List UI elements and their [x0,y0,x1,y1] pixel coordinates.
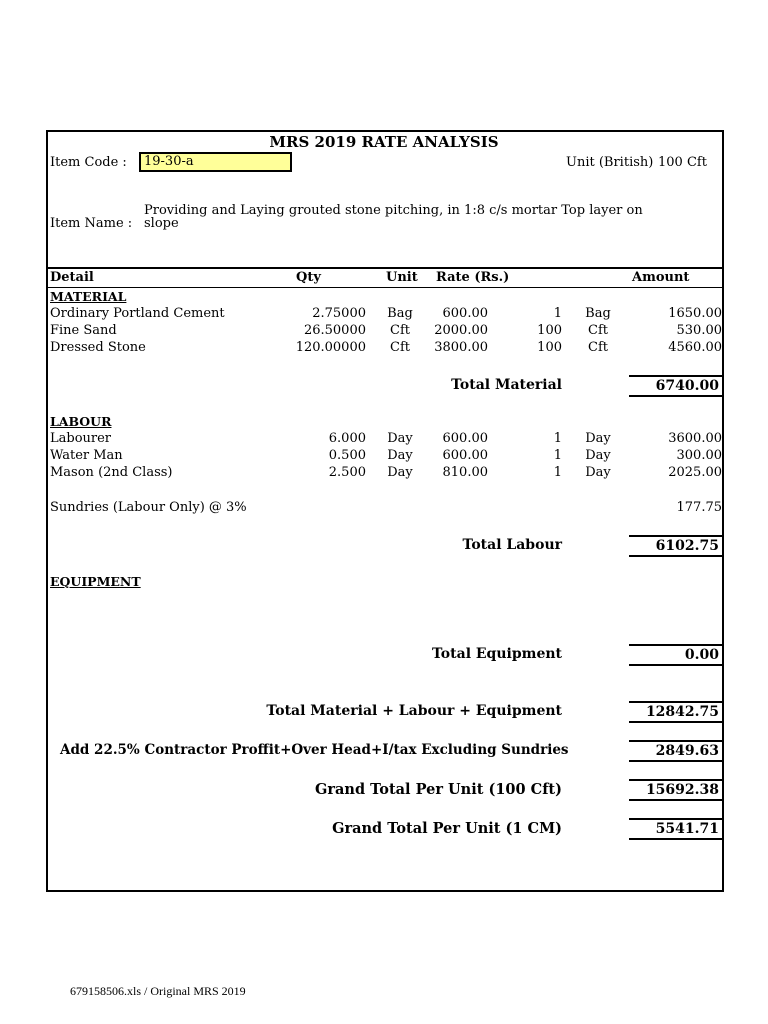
row-per: 1 [553,431,562,446]
profit-box [629,740,722,762]
row-rate: 810.00 [442,465,488,480]
total-labour-box [629,535,722,557]
row-per-unit: Cft [588,323,608,338]
total-material-value: 6740.00 [655,378,719,394]
row-qty: 2.75000 [312,306,366,321]
labour-heading: LABOUR [50,414,112,429]
unit-value: 100 Cft [658,155,707,170]
profit-value: 2849.63 [655,743,719,759]
page-title: MRS 2019 RATE ANALYSIS [269,133,499,151]
row-rate: 600.00 [442,448,488,463]
row-qty: 2.500 [328,465,366,480]
row-detail: Water Man [50,448,123,463]
equipment-heading: EQUIPMENT [50,574,141,589]
row-qty: 26.50000 [303,323,366,338]
row-per: 1 [553,448,562,463]
unit-label: Unit (British) [566,155,654,170]
grand-total-cm-label: Grand Total Per Unit (1 CM) [332,820,562,837]
row-amount: 3600.00 [668,431,722,446]
row-rate: 600.00 [442,306,488,321]
total-labour-label: Total Labour [462,537,562,553]
summary-total-value: 12842.75 [645,704,719,720]
row-qty: 0.500 [328,448,366,463]
col-detail: Detail [50,270,94,285]
grand-total-cm-box [629,818,722,840]
row-per: 1 [553,306,562,321]
row-per-unit: Day [585,431,611,446]
col-unit: Unit [386,270,418,285]
row-detail: Ordinary Portland Cement [50,306,225,321]
total-material-box [629,375,722,397]
row-per: 100 [537,323,562,338]
row-per: 100 [537,340,562,355]
row-amount: 300.00 [676,448,722,463]
row-per-unit: Day [585,465,611,480]
row-unit: Cft [390,340,410,355]
row-rate: 2000.00 [434,323,488,338]
row-amount: 530.00 [676,323,722,338]
item-code-value: 19-30-a [144,154,194,169]
row-qty: 6.000 [328,431,366,446]
summary-total-label: Total Material + Labour + Equipment [266,703,562,719]
row-rate: 3800.00 [434,340,488,355]
col-rate: Rate (Rs.) [436,270,510,285]
row-amount: 4560.00 [668,340,722,355]
header-divider [46,267,724,269]
sundries-value: 177.75 [676,500,722,515]
grand-total-cft-label: Grand Total Per Unit (100 Cft) [315,781,562,798]
grand-total-cft-box [629,779,722,801]
footer-filename: 679158506.xls / Original MRS 2019 [70,984,246,998]
row-amount: 2025.00 [668,465,722,480]
row-per-unit: Bag [585,306,611,321]
row-unit: Day [387,448,413,463]
row-unit: Bag [387,306,413,321]
row-detail: Dressed Stone [50,340,146,355]
total-equipment-label: Total Equipment [432,646,562,662]
row-amount: 1650.00 [668,306,722,321]
col-qty: Qty [296,270,321,285]
summary-total-box [629,701,722,723]
total-material-label: Total Material [451,377,562,393]
row-per: 1 [553,465,562,480]
total-equipment-value: 0.00 [684,647,719,663]
row-per-unit: Day [585,448,611,463]
material-heading: MATERIAL [50,289,127,304]
row-unit: Day [387,465,413,480]
row-detail: Fine Sand [50,323,117,338]
row-unit: Day [387,431,413,446]
total-labour-value: 6102.75 [655,538,719,554]
row-qty: 120.00000 [295,340,366,355]
row-detail: Mason (2nd Class) [50,465,173,480]
row-rate: 600.00 [442,431,488,446]
sundries-label: Sundries (Labour Only) @ 3% [50,500,247,515]
row-per-unit: Cft [588,340,608,355]
item-name-line1: Providing and Laying grouted stone pitching, in 1:8 c/s mortar Top layer on [144,203,643,218]
grand-total-cm-value: 5541.71 [655,821,719,837]
row-unit: Cft [390,323,410,338]
profit-label: Add 22.5% Contractor Proffit+Over Head+I/tax Excluding Sundries [60,742,569,758]
header-underline [46,287,724,288]
row-detail: Labourer [50,431,112,446]
item-name-label: Item Name : [50,216,133,231]
grand-total-cft-value: 15692.38 [645,782,719,798]
col-amount: Amount [632,270,690,285]
item-code-label: Item Code : [50,155,127,170]
item-name-line2: slope [144,216,179,231]
total-equipment-box [629,644,722,666]
